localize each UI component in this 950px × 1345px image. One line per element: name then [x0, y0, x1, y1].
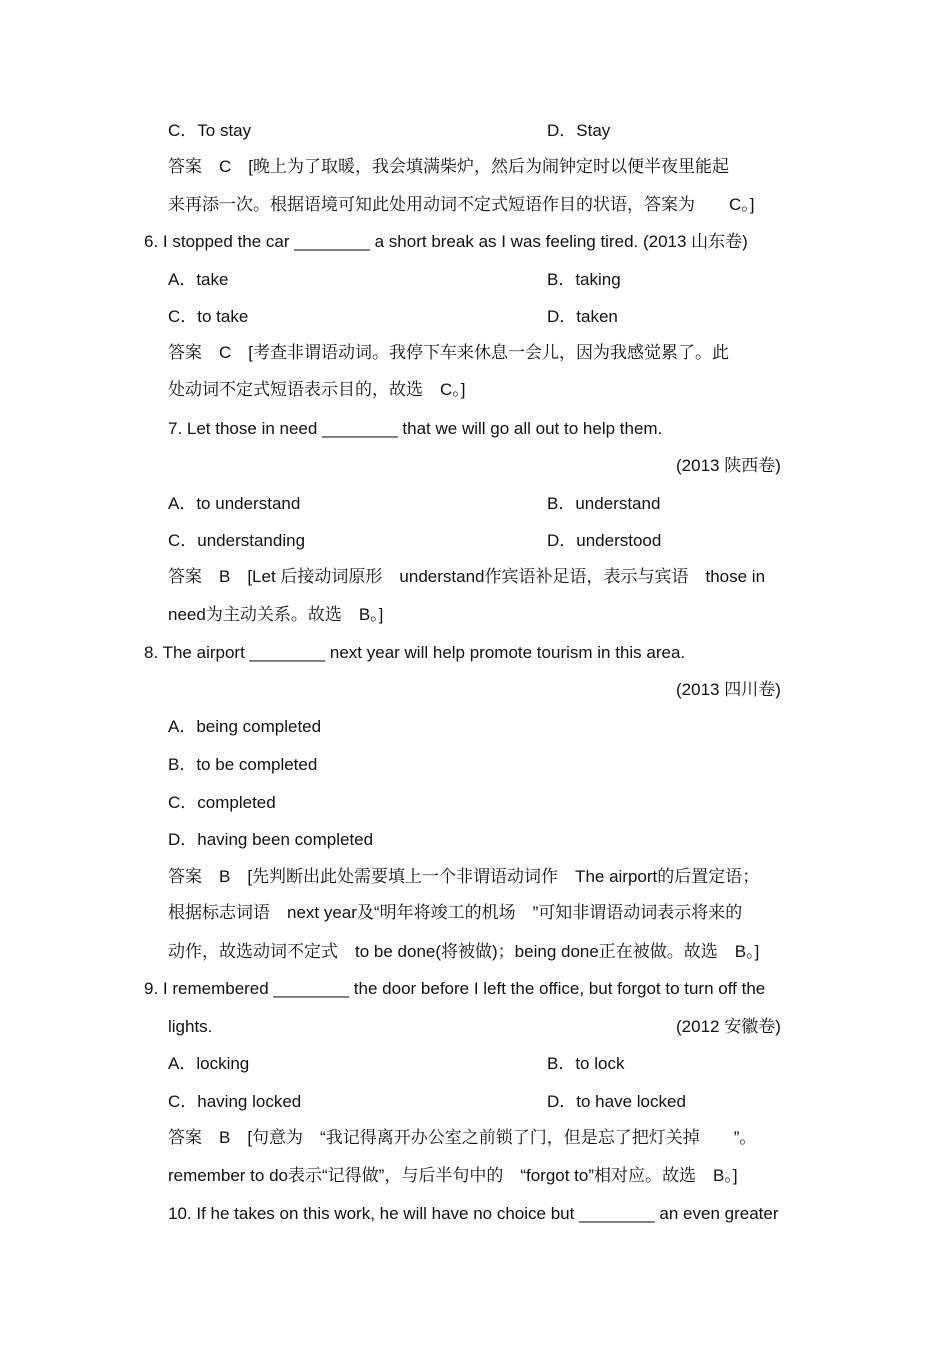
- q6-option-b: B．taking: [547, 270, 621, 289]
- q5-answer-line2: 来再添一次。根据语境可知此处用动词不定式短语作目的状语，答案为 C。]: [168, 195, 755, 214]
- q6-answer-line1: 答案 C [考查非谓语动词。我停下车来休息一会儿，因为我感觉累了。此: [168, 343, 729, 362]
- q9-stem-line2: lights.: [168, 1017, 213, 1036]
- q8-answer-line1: 答案 B [先判断出此处需要填上一个非谓语动词作 The airport的后置定语；: [168, 867, 760, 886]
- q9-answer-line1: 答案 B [句意为 “我记得离开办公室之前锁了门，但是忘了把灯关掉 ”。: [168, 1128, 757, 1147]
- q7-answer-line1: 答案 B [Let 后接动词原形 understand作宾语补足语，表示与宾语 those in: [168, 567, 766, 586]
- q9-stem-line1: 9. I remembered ________ the door before I left the office, but forgot to turn off the: [144, 979, 766, 998]
- q9-option-b: B．to lock: [547, 1054, 625, 1073]
- q5-option-c: C．To stay: [168, 121, 252, 140]
- q9-answer-line2: remember to do表示“记得做”，与后半句中的 “forgot to”相对应。故选 B。]: [168, 1166, 738, 1185]
- q7-stem: 7. Let those in need ________ that we will go all out to help them.: [168, 419, 663, 438]
- q6-option-d: D．taken: [547, 307, 618, 326]
- q8-source: (2013 四川卷): [676, 680, 781, 699]
- q7-source: (2013 陕西卷): [676, 456, 781, 475]
- q7-option-c: C．understanding: [168, 531, 306, 550]
- q6-option-c: C．to take: [168, 307, 249, 326]
- q6-stem: 6. I stopped the car ________ a short break as I was feeling tired. (2013 山东卷): [144, 232, 748, 251]
- q5-option-d: D．Stay: [547, 121, 611, 140]
- q6-answer-line2: 处动词不定式短语表示目的，故选 C。]: [168, 380, 466, 399]
- q8-option-a: A．being completed: [168, 717, 322, 736]
- q5-answer-line1: 答案 C [晚上为了取暖，我会填满柴炉，然后为闹钟定时以便半夜里能起: [168, 157, 729, 176]
- q10-stem: 10. If he takes on this work, he will have no choice but ________ an even greater: [168, 1204, 779, 1223]
- q7-option-b: B．understand: [547, 494, 661, 513]
- q9-option-a: A．locking: [168, 1054, 250, 1073]
- q9-option-c: C．having locked: [168, 1092, 302, 1111]
- q7-option-a: A．to understand: [168, 494, 301, 513]
- q8-option-d: D．having been completed: [168, 830, 374, 849]
- q6-option-a: A．take: [168, 270, 229, 289]
- q7-answer-line2: need为主动关系。故选 B。]: [168, 605, 384, 624]
- q8-answer-line2: 根据标志词语 next year及“明年将竣工的机场 ”可知非谓语动词表示将来的: [168, 903, 743, 922]
- q8-option-c: C．completed: [168, 793, 276, 812]
- q7-option-d: D．understood: [547, 531, 662, 550]
- q8-answer-line3: 动作，故选动词不定式 to be done(将被做)；being done正在被做。故选 B。]: [168, 942, 760, 961]
- q9-source: (2012 安徽卷): [676, 1017, 781, 1036]
- q9-option-d: D．to have locked: [547, 1092, 686, 1111]
- q8-stem: 8. The airport ________ next year will help promote tourism in this area.: [144, 643, 686, 662]
- q8-option-b: B．to be completed: [168, 755, 318, 774]
